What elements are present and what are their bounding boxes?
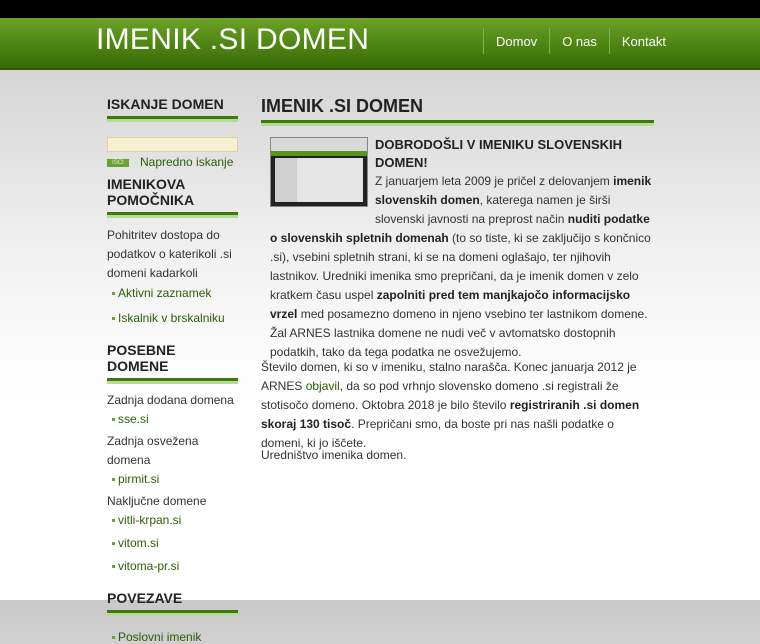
random-domain-link[interactable]: vitom.si bbox=[107, 536, 238, 550]
business-directory-link[interactable]: Poslovni imenik bbox=[107, 630, 238, 644]
last-added-domain-link[interactable]: sse.si bbox=[107, 412, 238, 426]
random-domain-link[interactable]: vitli-krpan.si bbox=[107, 513, 238, 527]
helper-text: Pohitritev dostopa do podatkov o katerikoli .si domeni kadarkoli bbox=[107, 228, 232, 280]
top-black-bar bbox=[0, 0, 760, 18]
stats-paragraph: Število domen, ki so v imeniku, stalno narašča. Konec januarja 2012 je ARNES objavil, da so pod vrhnjo slovensko domeno .si registrali že stotisočo domeno. Oktobra 2018 je bilo število registriranih .si domen skoraj 130 tisoč. Prepričani smo, da boste pri nas našli podatke o domeni, ki jo iščete. bbox=[261, 360, 640, 450]
page-title: IMENIK .SI DOMEN bbox=[261, 96, 654, 123]
main-nav bbox=[483, 28, 678, 54]
links-heading: POVEZAVE bbox=[107, 590, 238, 613]
active-bookmark-link[interactable]: Aktivni zaznamek bbox=[107, 286, 238, 300]
special-domains-heading: POSEBNE DOMENE bbox=[107, 342, 238, 381]
random-domains-label: Naključne domene bbox=[107, 494, 207, 508]
random-domain-link[interactable]: vitoma-pr.si bbox=[107, 559, 238, 573]
announced-link[interactable]: objavil bbox=[305, 379, 340, 393]
advanced-search-link[interactable]: Napredno iskanje bbox=[140, 155, 234, 169]
search-heading: ISKANJE DOMEN bbox=[107, 96, 238, 119]
site-title[interactable]: IMENIK .SI DOMEN bbox=[96, 23, 370, 56]
welcome-heading: DOBRODOŠLI V IMENIKU SLOVENSKIH DOMEN! bbox=[375, 137, 623, 170]
search-input[interactable] bbox=[107, 137, 238, 152]
signature: Uredništvo imenika domen. bbox=[261, 448, 407, 462]
search-button[interactable]: IŠČI bbox=[107, 159, 129, 167]
search-form bbox=[107, 137, 238, 169]
last-updated-label: Zadnja osvežena domena bbox=[107, 434, 199, 467]
main-content bbox=[261, 96, 654, 462]
nav-home[interactable]: Domov bbox=[483, 28, 549, 54]
site-header bbox=[0, 18, 760, 70]
helper-heading: IMENIKOVA POMOČNIKA bbox=[107, 176, 238, 215]
nav-contact[interactable]: Kontakt bbox=[609, 28, 678, 54]
last-added-label: Zadnja dodana domena bbox=[107, 393, 234, 407]
sidebar bbox=[107, 96, 238, 644]
last-updated-domain-link[interactable]: pirmit.si bbox=[107, 472, 238, 486]
browser-search-link[interactable]: Iskalnik v brskalniku bbox=[107, 311, 238, 325]
intro-paragraph: Z januarjem leta 2009 je pričel z delovanjem imenik slovenskih domen, katerega namen je širši slovenski javnosti na preprost način nuditi podatke o slovenskih spletnih domenah (to so tiste, ki se zaključijo s končnico .si), vsebini spletnih strani, ki se na domeni oglašajo, ter njihovih lastnikov. Uredniki imenika smo prepričani, da je imenik domen v zelo kratkem času uspel zapolniti pred tem manjkajočo informacijsko vrzel med posamezno domeno in njeno vsebino ter lastnikom domene. Žal ARNES lastnika domene ne nudi več v avtomatsko dostopnih podatkih, tako da tega podatka ne osvežujemo. bbox=[270, 174, 652, 359]
nav-about[interactable]: O nas bbox=[549, 28, 609, 54]
